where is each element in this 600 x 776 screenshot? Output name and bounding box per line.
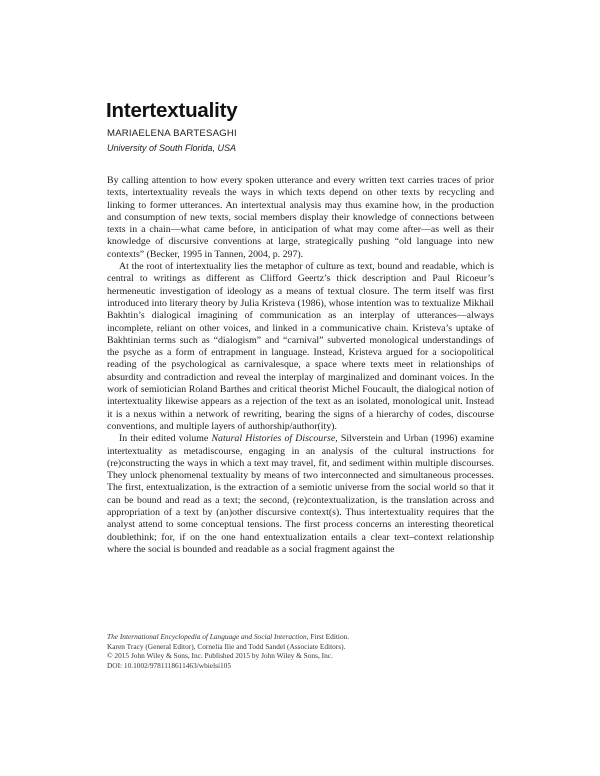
- paragraph-3: [107, 433, 494, 556]
- article-body: [107, 175, 494, 556]
- article-title: Intertextuality: [106, 99, 238, 122]
- author-affiliation: University of South Florida, USA: [107, 143, 237, 153]
- footer-publication-line: [107, 632, 494, 642]
- paragraph-3-body: , Silverstein and Urban (1996) examine intertextuality as metadiscourse, engaging in an analysis of the cultural instructions for (re)constructing the ways in which a text may travel, fit, and sediment within multiple discourses. They unlock phenomenal textuality by means of two interconnected and simultaneous processes. The first, entextualization, is the extraction of a semiotic universe from the social world so that it can be bound and read as a text; the second, (re)contextualization, is the translation across and appropriation of a text by (an)other discursive context(s). Thus intertextuality requires that the analyst attend to some conceptual tensions. The first process concerns an interesting theoretical doublethink; for, if on the one hand entextualization entails a clear text–context relationship where the social is bounded and readable as a social fragment against the: [107, 433, 494, 555]
- paragraph-1: By calling attention to how every spoken utterance and every written text carries traces of prior texts, intertextuality reveals the ways in which texts depend on other texts by recycling and linking to former utterances. An intertextual analysis may thus examine how, in the production and consumption of new texts, social members display their knowledge of connections between texts in a chain—what came before, in anticipation of what may come after—as well as their knowledge of discursive conventions at large, strategically pushing “old language into new contexts” (Becker, 1995 in Tannen, 2004, p. 297).: [107, 175, 494, 260]
- publication-edition: , First Edition.: [306, 632, 350, 641]
- paragraph-2: At the root of intertextuality lies the metaphor of culture as text, bound and readable, which is central to writings as different as Clifford Geertz’s thick description and Paul Ricoeur’s hermeneutic investigation of ideology as a means of textual closure. The term itself was first introduced into literary theory by Julia Kristeva (1986), whose intention was to textualize Mikhail Bakhtin’s dialogical imagining of communication as an interplay of utterances—always incomplete, reliant on other voices, and linked in a communicative chain. Kristeva’s uptake of Bakhtinian terms such as “dialogism” and “carnival” subverted monological understandings of the psyche as a form of entrapment in language. Instead, Kristeva argued for a sociopolitical reading of the psychological as carnivalesque, a space where texts meet in relationships of absurdity and contradiction and reveal the interplay of marginalized and dominant voices. In the work of semiotician Roland Barthes and critical theorist Michel Foucault, the dialogical notion of intertextuality likewise appears as a rejection of the text as an isolated, monological unit. Instead it is a nexus within a network of rewriting, bearing the signs of a hierarchy of codes, discourse conventions, and multiple layers of authorship/author(ity).: [107, 261, 494, 432]
- footer-doi: DOI: 10.1002/9781118611463/wbielsi105: [107, 660, 232, 670]
- publication-title: The International Encyclopedia of Language and Social Interaction: [107, 632, 307, 641]
- footer-copyright: © 2015 John Wiley & Sons, Inc. Published 2015 by John Wiley & Sons, Inc.: [107, 651, 333, 660]
- footer-editors: Karen Tracy (General Editor), Cornelia Ilie and Todd Sandel (Associate Editors).: [107, 641, 346, 651]
- author-name: MARIAELENA BARTESAGHI: [107, 128, 237, 139]
- book-title: Natural Histories of Discourse: [211, 433, 336, 445]
- publication-footer: [107, 632, 494, 670]
- paragraph-3-intro: In their edited volume: [119, 433, 212, 445]
